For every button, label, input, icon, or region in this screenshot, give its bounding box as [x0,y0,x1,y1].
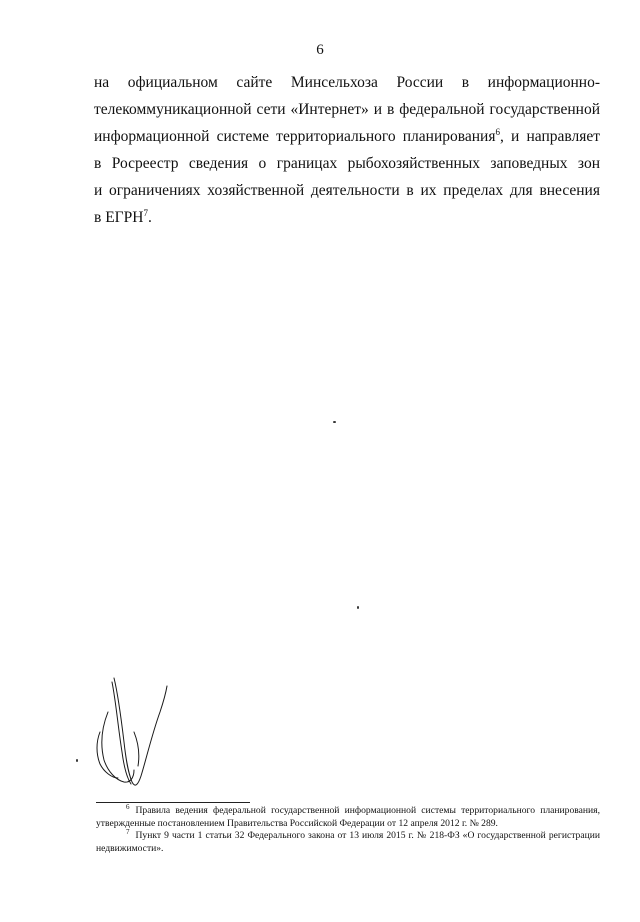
handwritten-signature [88,672,178,792]
body-line-1: на официальном сайте Минсельхоза России в информационно- [94,74,600,91]
body-line-3 [94,123,600,150]
footnotes [96,805,600,855]
scan-speck [333,421,336,423]
footnote-mark: 6 [126,803,130,811]
body-line-6-text: в ЕГРН [94,209,144,226]
footnote-separator [96,802,250,803]
footnote-7 [96,830,600,855]
body-line-4: в Росреестр сведения о границах рыбохозяйственных заповедных зон [94,155,600,172]
footnote-text: Правила ведения федеральной государственной информационной системы территориального планирования, утвержденные постановлением Правительства Российской Федерации от 12 апреля 2012 г. № 289. [96,805,600,829]
footnote-mark: 7 [126,828,130,836]
scan-speck [357,606,359,609]
footnote-text: Пункт 9 части 1 статьи 32 Федерального закона от 13 июля 2015 г. № 218-ФЗ «О государственной регистрации недвижимости». [96,830,600,854]
footnote-6 [96,805,600,830]
body-line-3-text: информационной системе территориального планирования [94,128,496,145]
footnote-ref-6: 6 [495,127,500,137]
body-line-3-tail: , и направляет [499,128,600,145]
body-line-6-tail: . [147,209,152,226]
footnote-ref-7: 7 [143,208,148,218]
body-line-6 [94,204,600,231]
body-paragraph [94,69,600,231]
page-number: 6 [316,42,324,58]
scan-speck [76,759,78,762]
body-line-5: и ограничениях хозяйственной деятельности в их пределах для внесения [94,182,600,199]
body-line-2: телекоммуникационной сети «Интернет» и в федеральной государственной [94,101,600,118]
